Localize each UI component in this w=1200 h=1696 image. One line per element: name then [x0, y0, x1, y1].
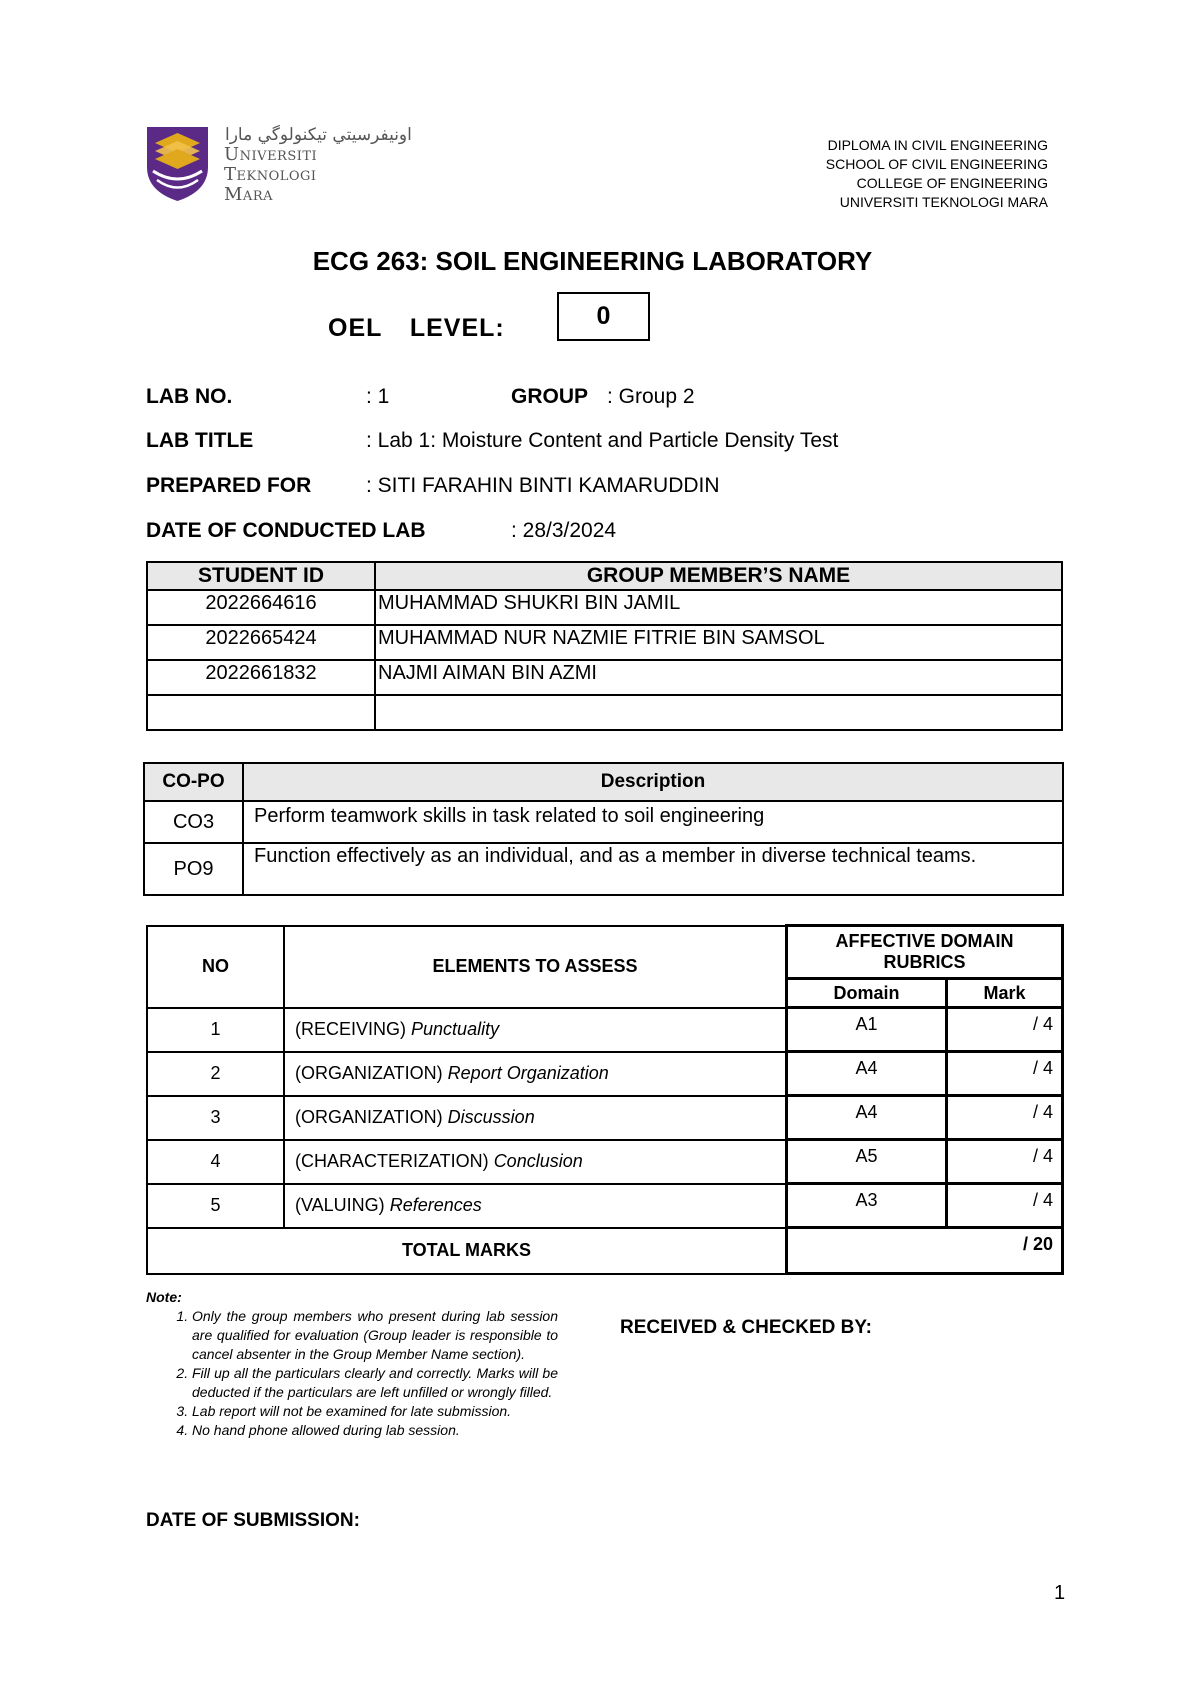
element-item: Conclusion: [493, 1151, 583, 1171]
rubric-table: [146, 924, 1064, 1275]
element-cell: [284, 1184, 787, 1228]
domain-header: Domain: [787, 979, 947, 1008]
oel-level-value: 0: [557, 292, 650, 341]
mark-cell: / 4: [947, 1096, 1063, 1140]
table-row: [147, 660, 1062, 695]
lab-no-label: LAB NO.: [146, 385, 233, 408]
element-category: (VALUING): [295, 1195, 385, 1215]
logo-jawi-text: ﺍﻭﻧﻴﻔﺮﺳﻴﺘﻲ ﺗﻴﻜﻨﻮﻟﻮﮔﻲ ﻣﺎﺭﺍ: [225, 125, 412, 145]
co-po-code: CO3: [144, 801, 243, 843]
row-number: 4: [147, 1140, 284, 1184]
prepared-for-label: PREPARED FOR: [146, 474, 312, 497]
prepared-for-value: : SITI FARAHIN BINTI KAMARUDDIN: [366, 474, 720, 497]
element-item: Discussion: [447, 1107, 535, 1127]
received-checked-label: RECEIVED & CHECKED BY:: [620, 1317, 872, 1338]
member-name-cell: NAJMI AIMAN BIN AZMI: [375, 660, 1062, 695]
total-marks-value: / 20: [787, 1228, 1063, 1274]
uitm-crest-icon: [145, 125, 210, 203]
logo-word-1: Universiti: [224, 144, 318, 165]
mark-cell: / 4: [947, 1008, 1063, 1052]
member-name-cell: [375, 695, 1062, 730]
institution-line: UNIVERSITI TEKNOLOGI MARA: [839, 194, 1048, 210]
conducted-date-value: : 28/3/2024: [511, 519, 617, 542]
note-item: 3. Lab report will not be examined for late submission.: [192, 1402, 558, 1421]
element-cell: [284, 1096, 787, 1140]
note-section: [146, 1288, 558, 1440]
table-row: [147, 1008, 1063, 1052]
lab-no-value: : 1: [366, 385, 390, 408]
note-item: 1. Only the group members who present during lab session are qualified for evaluation (Group leader is responsible to cancel absenter in the Group Member Name section).: [192, 1307, 558, 1364]
domain-cell: A3: [787, 1184, 947, 1228]
elements-header: ELEMENTS TO ASSESS: [284, 926, 787, 1008]
co-po-description: Function effectively as an individual, and as a member in diverse technical teams.: [243, 843, 1063, 895]
element-category: (ORGANIZATION): [295, 1107, 443, 1127]
group-value: : Group 2: [607, 385, 695, 408]
institution-header: [826, 136, 1048, 212]
element-cell: [284, 1140, 787, 1184]
row-number: 1: [147, 1008, 284, 1052]
total-row: [147, 1228, 1063, 1274]
table-row: [147, 1140, 1063, 1184]
group-label: GROUP: [511, 385, 589, 408]
element-item: References: [389, 1195, 482, 1215]
no-header: NO: [147, 926, 284, 1008]
mark-cell: / 4: [947, 1052, 1063, 1096]
mark-cell: / 4: [947, 1140, 1063, 1184]
oel-level-label: OEL LEVEL:: [328, 314, 505, 342]
table-row: [147, 590, 1062, 625]
table-row: [147, 1184, 1063, 1228]
element-cell: [284, 1008, 787, 1052]
domain-cell: A4: [787, 1052, 947, 1096]
student-id-cell: [147, 695, 375, 730]
note-title: Note:: [146, 1289, 182, 1305]
domain-cell: A4: [787, 1096, 947, 1140]
table-row: [144, 843, 1063, 895]
total-marks-label: TOTAL MARKS: [147, 1228, 787, 1274]
institution-line: DIPLOMA IN CIVIL ENGINEERING: [827, 137, 1048, 153]
lab-title-value: : Lab 1: Moisture Content and Particle Density Test: [366, 429, 839, 452]
note-item: 4. No hand phone allowed during lab session.: [192, 1421, 558, 1440]
element-item: Report Organization: [447, 1063, 609, 1083]
student-id-cell: 2022661832: [147, 660, 375, 695]
table-row: [147, 625, 1062, 660]
co-po-code: PO9: [144, 843, 243, 895]
table-row: [147, 695, 1062, 730]
element-category: (ORGANIZATION): [295, 1063, 443, 1083]
co-po-header: CO-PO: [144, 763, 243, 801]
mark-cell: / 4: [947, 1184, 1063, 1228]
mark-header: Mark: [947, 979, 1063, 1008]
course-title: ECG 263: SOIL ENGINEERING LABORATORY: [312, 246, 873, 276]
submission-date-label: DATE OF SUBMISSION:: [146, 1510, 360, 1531]
member-name-cell: MUHAMMAD NUR NAZMIE FITRIE BIN SAMSOL: [375, 625, 1062, 660]
institution-line: SCHOOL OF CIVIL ENGINEERING: [825, 156, 1048, 172]
page-number: 1: [1054, 1582, 1066, 1604]
note-list: [146, 1307, 558, 1440]
member-name-cell: MUHAMMAD SHUKRI BIN JAMIL: [375, 590, 1062, 625]
note-item: 2. Fill up all the particulars clearly and correctly. Marks will be deducted if the particulars are left unfilled or wrongly filled.: [192, 1364, 558, 1402]
description-header: Description: [243, 763, 1063, 801]
student-id-cell: 2022665424: [147, 625, 375, 660]
lab-title-label: LAB TITLE: [146, 429, 254, 452]
student-id-header: STUDENT ID: [147, 562, 375, 590]
row-number: 5: [147, 1184, 284, 1228]
member-name-header: GROUP MEMBER’S NAME: [375, 562, 1062, 590]
group-members-table: [146, 561, 1063, 731]
table-row: [147, 1096, 1063, 1140]
table-row: [144, 801, 1063, 843]
logo-word-3: Mara: [224, 184, 273, 205]
logo-word-2: Teknologi: [224, 164, 317, 185]
institution-line: COLLEGE OF ENGINEERING: [856, 175, 1048, 191]
table-row: [147, 1052, 1063, 1096]
element-item: Punctuality: [411, 1019, 500, 1039]
uitm-logo: [145, 125, 412, 205]
affective-domain-header: AFFECTIVE DOMAIN RUBRICS: [787, 926, 1063, 979]
conducted-date-label: DATE OF CONDUCTED LAB: [146, 519, 426, 542]
element-category: (CHARACTERIZATION): [295, 1151, 489, 1171]
domain-cell: A5: [787, 1140, 947, 1184]
domain-cell: A1: [787, 1008, 947, 1052]
student-id-cell: 2022664616: [147, 590, 375, 625]
co-po-description: Perform teamwork skills in task related to soil engineering: [243, 801, 1063, 843]
row-number: 2: [147, 1052, 284, 1096]
row-number: 3: [147, 1096, 284, 1140]
co-po-table: [143, 762, 1064, 896]
element-cell: [284, 1052, 787, 1096]
element-category: (RECEIVING): [295, 1019, 407, 1039]
